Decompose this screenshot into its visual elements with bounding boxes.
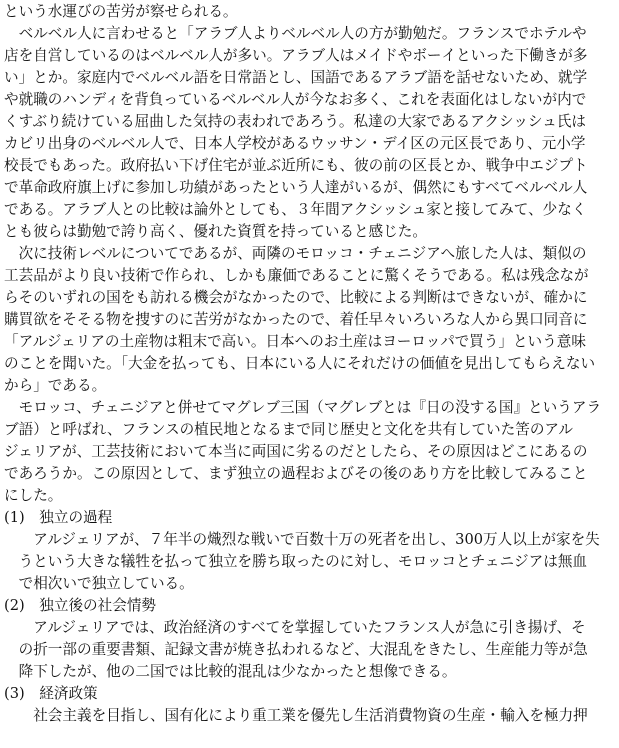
text-line: にした。 — [4, 487, 63, 504]
section-heading: (1) 独立の過程 — [4, 509, 113, 526]
text-line: アルジェリアでは、政治経済のすべてを掌握していたフランス人が急に引き揚げ、そ — [4, 619, 586, 636]
text-line: から」である。 — [4, 377, 107, 394]
text-line: のことを聞いた。「大金を払っても、日本にいる人にそれだけの価値を見出してもらえない — [4, 355, 596, 372]
text-line: い」とか。家庭内でベルベル語を日常語とし、国語であるアラブ語を話せないため、就学 — [4, 69, 588, 86]
text-line: ブ語）と呼ばれ、フランスの植民地となるまで同じ歴史と文化を共有していた筈のアル — [4, 421, 574, 438]
text-line: カビリ出身のベルベル人で、日本人学校があるウッサン・デイ区の元区長であり、元小学 — [4, 135, 586, 152]
text-line: アルジェリアが、７年半の熾烈な戦いで百数十万の死者を出し、300万人以上が家を失 — [4, 531, 600, 548]
text-line: や就職のハンディを背負っているベルベル人が今なお多く、これを表面化はしないが内で — [4, 91, 587, 108]
text-line: とも彼らは勤勉で誇り高く、優れた資質を持っていると感じた。 — [4, 223, 427, 240]
text-line: で革命政府旗上げに参加し功績があったという人達がいるが、偶然にもすべてベルベル人 — [4, 179, 588, 196]
text-line: 工芸品がより良い技術で作られ、しかも廉価であることに驚くそうである。私は残念なが — [4, 267, 589, 284]
text-line: 次に技術レベルについてであるが、両隣のモロッコ・チェニジアへ旅した人は、類似の — [4, 245, 587, 262]
section-heading: (3) 経済政策 — [4, 685, 98, 702]
text-line: という水運びの苦労が察せられる。 — [4, 3, 238, 20]
text-line: ベルベル人に言わせると「アラブ人よりベルベル人の方が勤勉だ。フランスでホテルや — [4, 25, 587, 42]
text-line: うという大きな犠牲を払って独立を勝ち取ったのに対し、モロッコとチェニジアは無血 — [4, 553, 588, 570]
text-line: 校長でもあった。政府払い下げ住宅が並ぶ近所にも、彼の前の区長とか、戦争中エジプト — [4, 157, 588, 174]
text-line: 購買欲をそそる物を捜すのに苦労がなかったので、着任早々いろいろな人から異口同音に — [4, 311, 588, 328]
text-line: 降下したが、他の二国では比較的混乱は少なかったと想像できる。 — [4, 663, 457, 680]
text-line: 「アルジェリアの土産物は粗末で高い。日本へのお土産はヨーロッパで買う」という意味 — [4, 333, 586, 350]
text-line: ジェリアが、工芸技術において本当に両国に劣るのだとしたら、その原因はどこにあるの — [4, 443, 588, 460]
section-heading: (2) 独立後の社会情勢 — [4, 597, 157, 614]
text-line: らそのいずれの国をも訪れる機会がなかったので、比較による判断はできないが、確かに — [4, 289, 588, 306]
text-line: である。アラブ人との比較は論外としても、３年間アクシッシュ家と接してみて、少なく — [4, 201, 587, 218]
text-line: であろうか。この原因として、まず独立の過程およびその後のあり方を比較してみること — [4, 465, 588, 482]
text-line: 店を自営しているのはベルベル人が多い。アラブ人はメイドやボーイといった下働きが多 — [4, 47, 588, 64]
text-line: で相次いで独立している。 — [4, 575, 194, 592]
text-line: の折一部の重要書類、記録文書が焼き払われるなど、大混乱をきたし、生産能力等が急 — [4, 641, 588, 658]
text-line: くすぶり続けている屈曲した気持の表われであろう。私達の大家であるアクシッシュ氏は — [4, 113, 587, 130]
text-line: 社会主義を目指し、国有化により重工業を優先し生活消費物資の生産・輸入を極力押 — [4, 707, 588, 724]
text-line: モロッコ、チェニジアと併せてマグレブ三国（マグレブとは『日の没する国』というアラ — [4, 399, 602, 416]
